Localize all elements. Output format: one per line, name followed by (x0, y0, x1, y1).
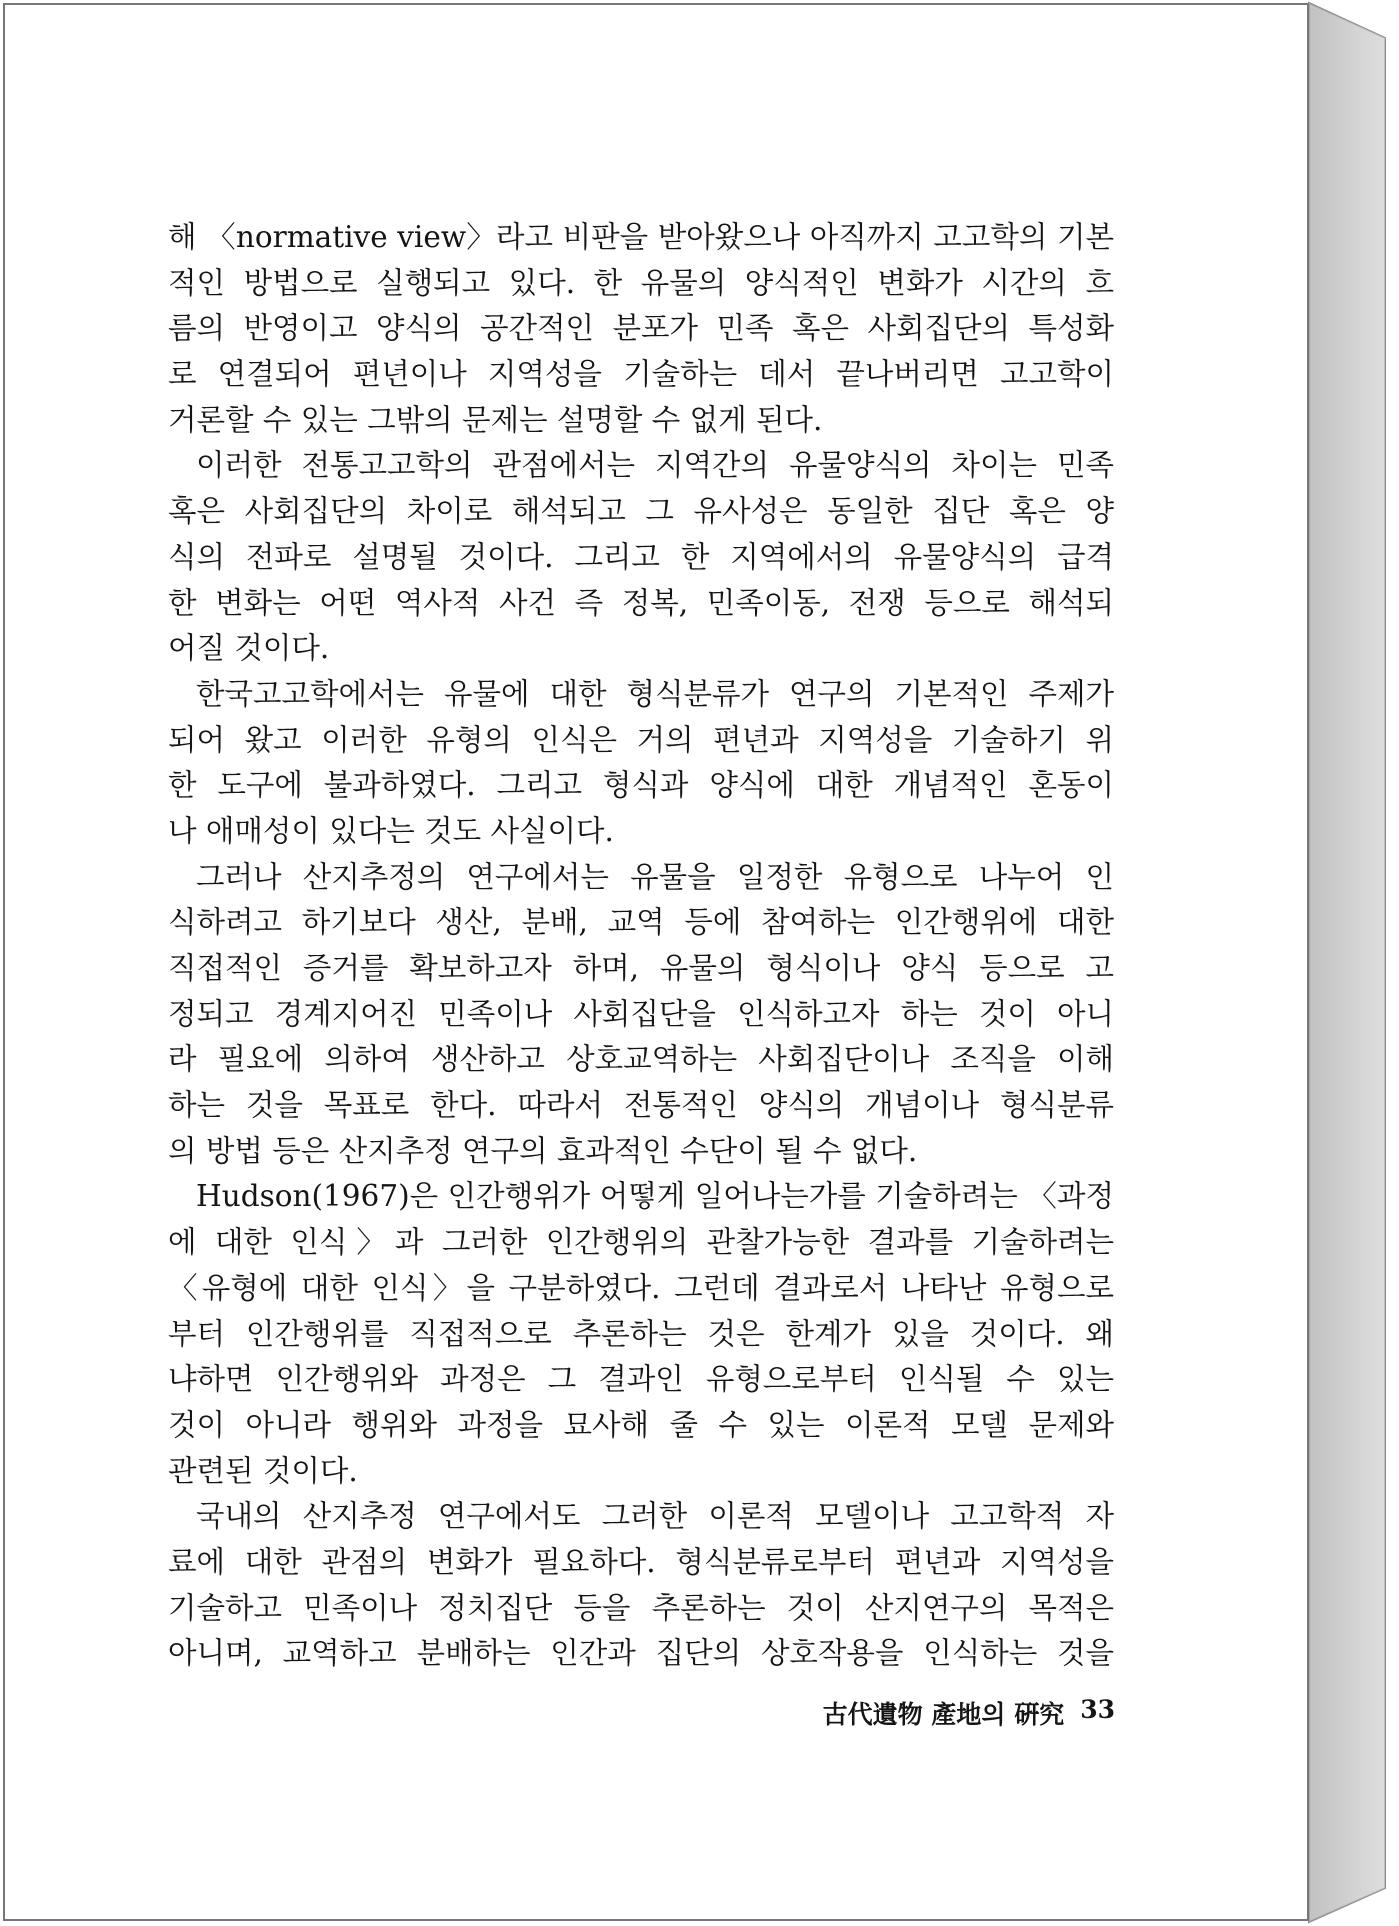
text-line: 그러나 산지추정의 연구에서는 유물을 일정한 유형으로 나누어 인 (196, 859, 1114, 894)
text-line: 한 변화는 어떤 역사적 사건 즉 정복, 민족이동, 전쟁 등으로 해석되 (168, 585, 1114, 620)
text-line: 직접적인 증거를 확보하고자 하며, 유물의 형식이나 양식 등으로 고 (168, 951, 1114, 985)
text-line: 관련된 것이다. (168, 1453, 358, 1488)
text-line: 나 애매성이 있다는 것도 사실이다. (168, 813, 614, 848)
document-page (3, 3, 1309, 1921)
page-number: 33 (1080, 1695, 1115, 1724)
text-line: Hudson(1967)은 인간행위가 어떻게 일어나는가를 기술하려는 〈과정 (196, 1179, 1114, 1214)
paragraph (168, 1174, 1114, 1494)
text-line: 해 〈normative view〉라고 비판을 받아왔으나 아직까지 고고학의 기본 (168, 220, 1114, 254)
text-line: 것이 아니라 행위와 과정을 묘사해 줄 수 있는 이론적 모델 문제와 (168, 1407, 1114, 1442)
text-line: 부터 인간행위를 직접적으로 추론하는 것은 한계가 있을 것이다. 왜 (168, 1316, 1114, 1351)
text-line: 료에 대한 관점의 변화가 필요하다. 형식분류로부터 편년과 지역성을 (168, 1544, 1114, 1579)
text-line: 되어 왔고 이러한 유형의 인식은 거의 편년과 지역성을 기술하기 위 (168, 722, 1114, 757)
text-line: 거론할 수 있는 그밖의 문제는 설명할 수 없게 된다. (168, 402, 823, 437)
body-text (168, 215, 1114, 1677)
text-line: 적인 방법으로 실행되고 있다. 한 유물의 양식적인 변화가 시간의 흐 (168, 265, 1114, 300)
paragraph (168, 1494, 1114, 1677)
paragraph (168, 215, 1114, 443)
text-line: 혹은 사회집단의 차이로 해석되고 그 유사성은 동일한 집단 혹은 양 (168, 494, 1114, 529)
text-line: 하는 것을 목표로 한다. 따라서 전통적인 양식의 개념이나 형식분류 (168, 1088, 1114, 1123)
text-line: 식하려고 하기보다 생산, 분배, 교역 등에 참여하는 인간행위에 대한 (168, 905, 1114, 940)
text-line: 〈유형에 대한 인식〉을 구분하였다. 그런데 결과로서 나타난 유형으로 (168, 1270, 1114, 1305)
text-line: 름의 반영이고 양식의 공간적인 분포가 민족 혹은 사회집단의 특성화 (168, 311, 1114, 346)
text-line: 에 대한 인식〉과 그러한 인간행위의 관찰가능한 결과를 기술하려는 (168, 1225, 1114, 1260)
text-line: 아니며, 교역하고 분배하는 인간과 집단의 상호작용을 인식하는 것을 (168, 1636, 1114, 1671)
text-line: 로 연결되어 편년이나 지역성을 기술하는 데서 끝나버리면 고고학이 (168, 357, 1114, 392)
text-line: 기술하고 민족이나 정치집단 등을 추론하는 것이 산지연구의 목적은 (168, 1590, 1114, 1625)
text-line: 한국고고학에서는 유물에 대한 형식분류가 연구의 기본적인 주제가 (196, 676, 1114, 711)
paragraph (168, 443, 1114, 671)
text-line: 냐하면 인간행위와 과정은 그 결과인 유형으로부터 인식될 수 있는 (168, 1362, 1114, 1397)
text-line: 정되고 경계지어진 민족이나 사회집단을 인식하고자 하는 것이 아니 (168, 996, 1114, 1031)
text-line: 이러한 전통고고학의 관점에서는 지역간의 유물양식의 차이는 민족 (196, 448, 1114, 483)
page-footer (785, 1695, 1115, 1731)
text-line: 식의 전파로 설명될 것이다. 그리고 한 지역에서의 유물양식의 급격 (168, 539, 1114, 574)
running-title: 古代遺物 產地의 硏究 (822, 1700, 1065, 1729)
paragraph (168, 672, 1114, 855)
paragraph (168, 855, 1114, 1175)
text-line: 한 도구에 불과하였다. 그리고 형식과 양식에 대한 개념적인 혼동이 (168, 768, 1114, 803)
text-line: 국내의 산지추정 연구에서도 그러한 이론적 모델이나 고고학적 자 (196, 1499, 1114, 1534)
text-line: 의 방법 등은 산지추정 연구의 효과적인 수단이 될 수 없다. (168, 1133, 918, 1168)
text-line: 어질 것이다. (168, 631, 330, 666)
text-line: 라 필요에 의하여 생산하고 상호교역하는 사회집단이나 조직을 이해 (168, 1042, 1114, 1077)
